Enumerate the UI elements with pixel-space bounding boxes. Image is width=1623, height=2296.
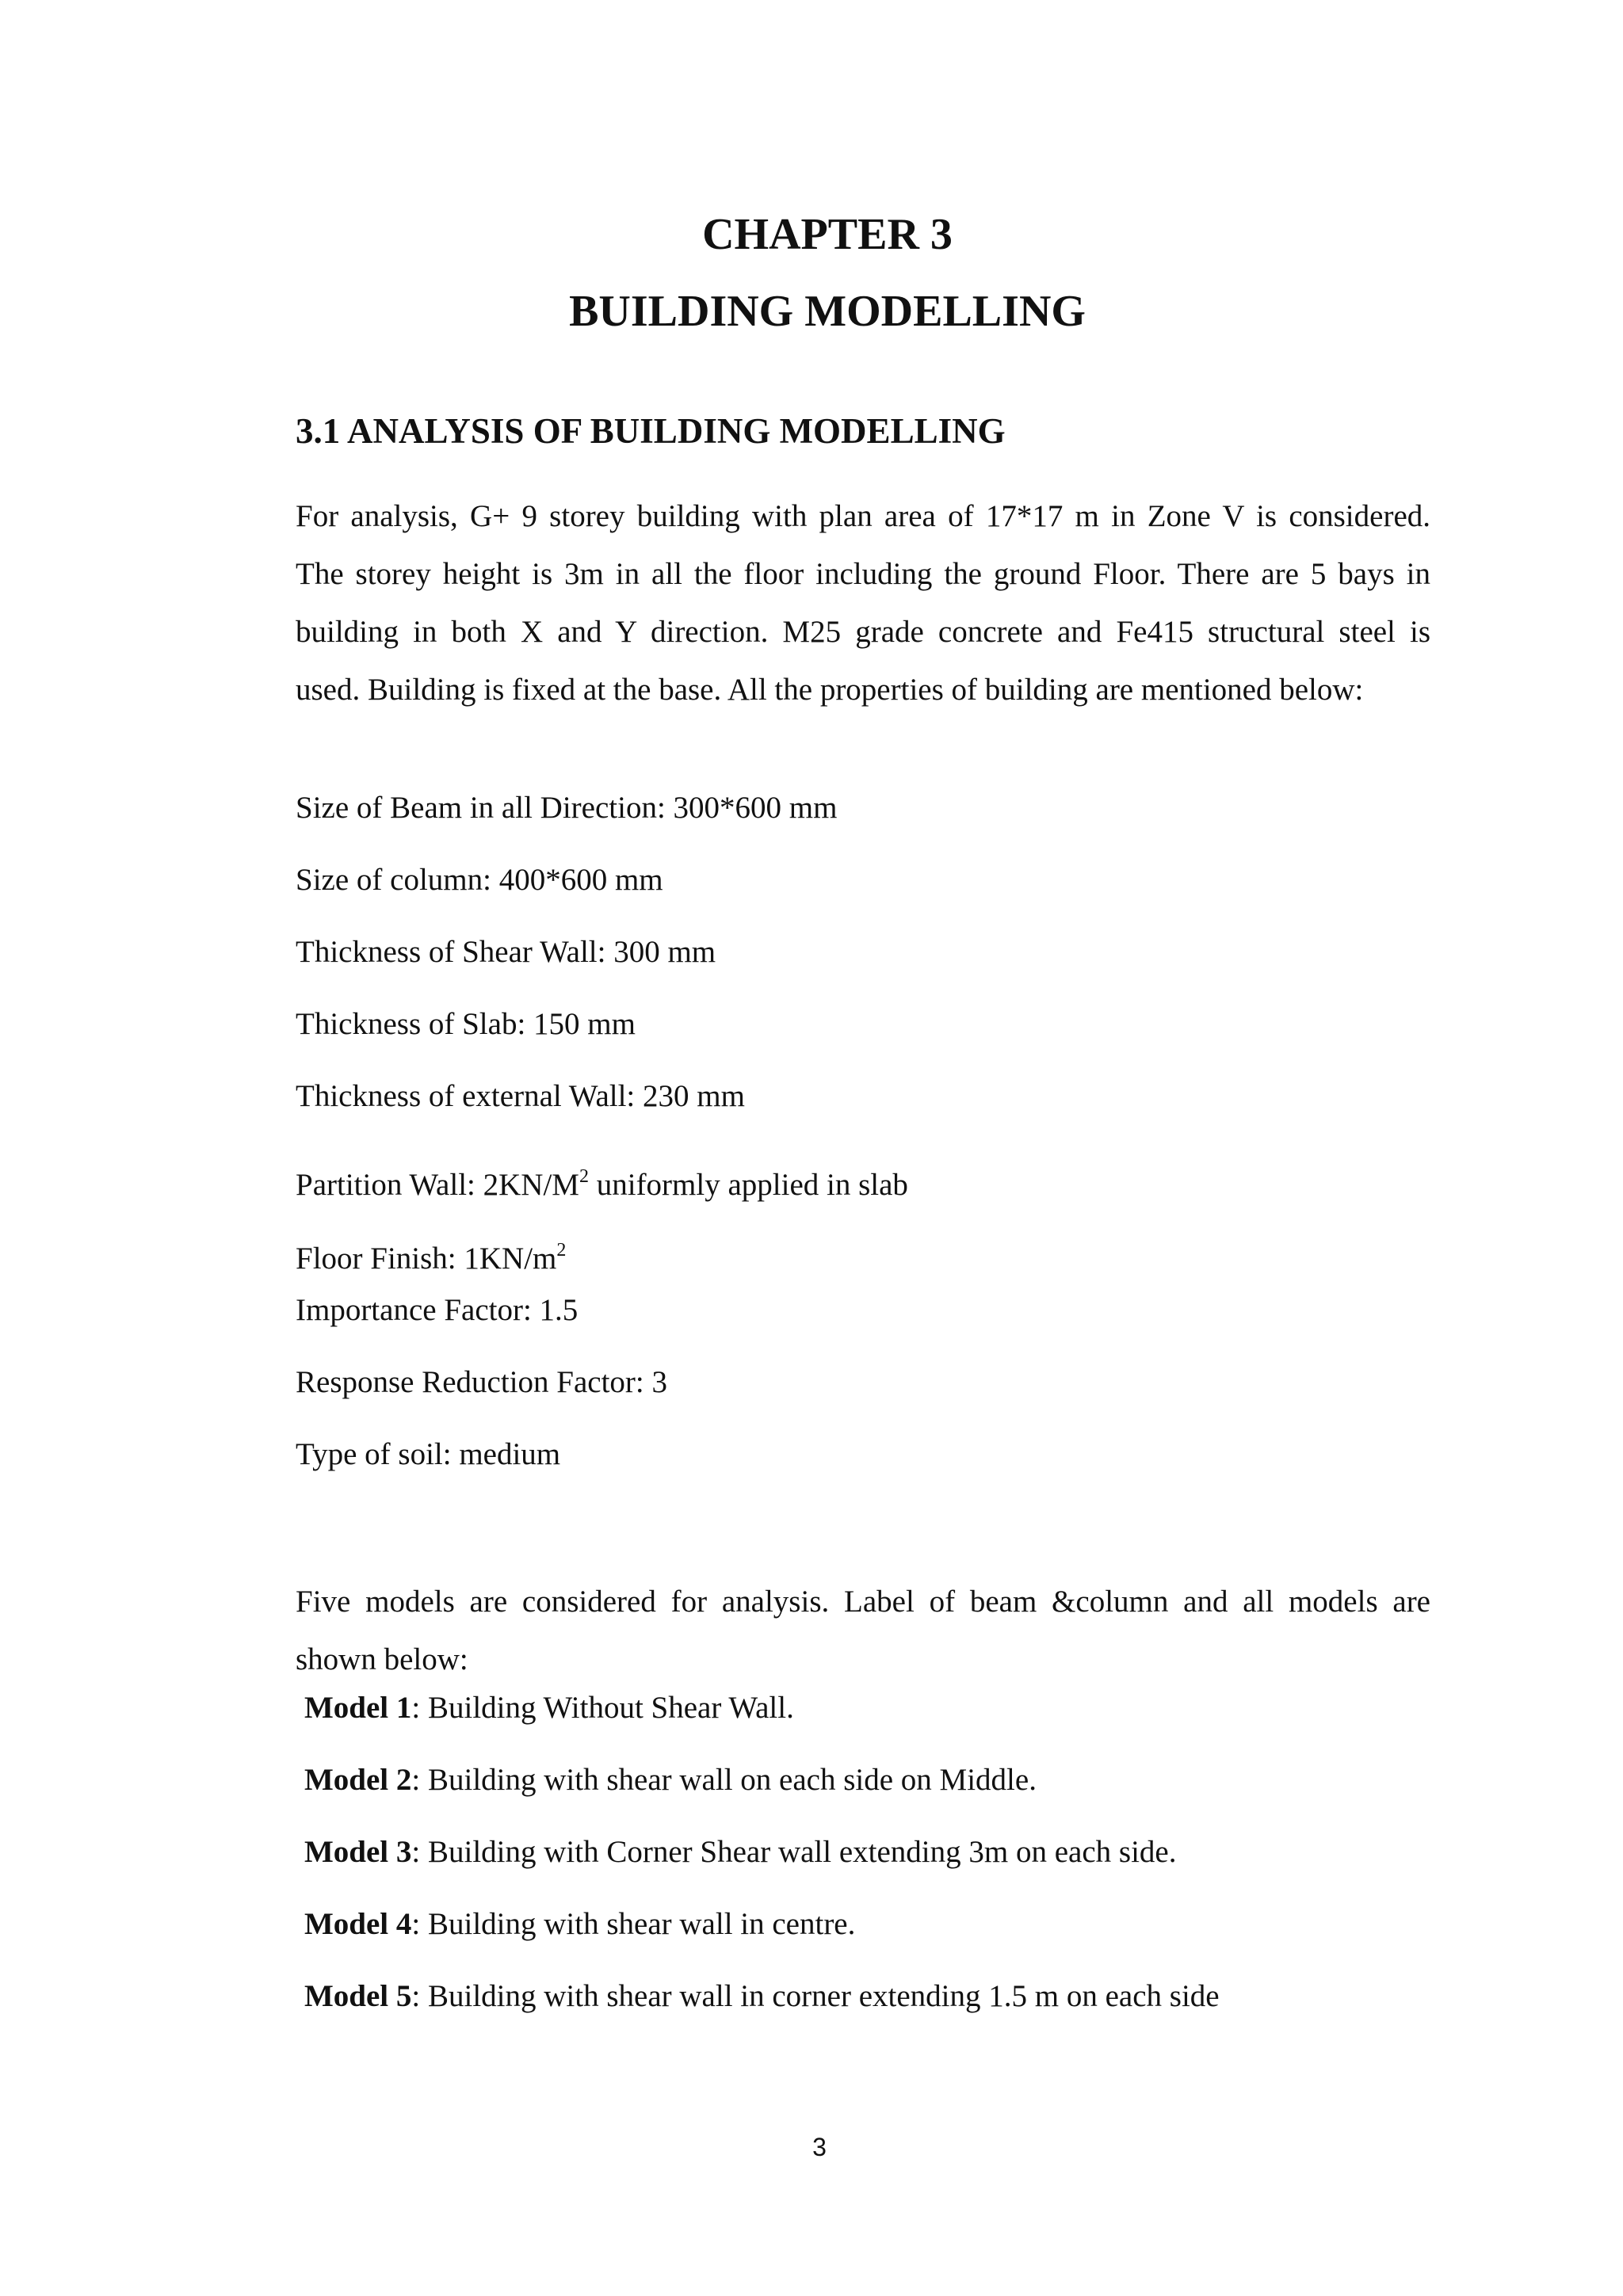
property-external-wall: Thickness of external Wall: 230 mm xyxy=(296,1079,745,1113)
model-description: : Building with shear wall on each side on Middle. xyxy=(411,1763,1037,1797)
model-description: : Building with shear wall in centre. xyxy=(411,1907,856,1941)
partition-wall-prefix: Partition Wall: 2KN/M xyxy=(296,1168,579,1202)
partition-wall-suffix: uniformly applied in slab xyxy=(588,1168,908,1202)
property-importance-factor: Importance Factor: 1.5 xyxy=(296,1293,579,1327)
property-floor-finish xyxy=(296,1241,566,1281)
models-intro-line: shown below: xyxy=(296,1642,468,1676)
model-label: Model 4 xyxy=(304,1907,412,1941)
property-soil-type: Type of soil: medium xyxy=(296,1437,561,1471)
property-beam-size: Size of Beam in all Direction: 300*600 mm xyxy=(296,791,838,825)
section-heading: 3.1 ANALYSIS OF BUILDING MODELLING xyxy=(296,411,1006,451)
property-response-reduction: Response Reduction Factor: 3 xyxy=(296,1365,668,1399)
property-partition-wall xyxy=(296,1167,908,1207)
models-intro-line: Five models are considered for analysis. Label of beam &column and all models are xyxy=(296,1585,1430,1619)
model-label: Model 5 xyxy=(304,1979,412,2013)
intro-paragraph xyxy=(296,487,1430,719)
model-label: Model 1 xyxy=(304,1691,412,1725)
chapter-title: BUILDING MODELLING xyxy=(569,287,1086,336)
model-item xyxy=(304,1834,1176,1871)
property-column-size: Size of column: 400*600 mm xyxy=(296,863,663,897)
intro-line: For analysis, G+ 9 storey building with plan area of 17*17 m in Zone V is considered. xyxy=(296,499,1430,533)
intro-line: The storey height is 3m in all the floor including the ground Floor. There are 5 bays in xyxy=(296,557,1430,591)
model-label: Model 2 xyxy=(304,1763,412,1797)
model-item xyxy=(304,1906,855,1943)
chapter-number: CHAPTER 3 xyxy=(702,210,953,259)
model-description: : Building with Corner Shear wall extending 3m on each side. xyxy=(411,1835,1177,1869)
model-label: Model 3 xyxy=(304,1835,412,1869)
property-shear-wall: Thickness of Shear Wall: 300 mm xyxy=(296,935,716,969)
property-slab: Thickness of Slab: 150 mm xyxy=(296,1007,636,1041)
models-intro-paragraph xyxy=(296,1573,1430,1688)
intro-line: building in both X and Y direction. M25 grade concrete and Fe415 structural steel is xyxy=(296,615,1430,649)
model-item xyxy=(304,1978,1220,2015)
page-number: 3 xyxy=(812,2133,827,2161)
model-item xyxy=(304,1690,794,1726)
floor-finish-superscript: 2 xyxy=(556,1240,567,1261)
model-description: : Building Without Shear Wall. xyxy=(411,1691,794,1725)
intro-line: used. Building is fixed at the base. All the properties of building are mentioned below: xyxy=(296,673,1364,707)
model-description: : Building with shear wall in corner extending 1.5 m on each side xyxy=(411,1979,1220,2013)
partition-wall-superscript: 2 xyxy=(579,1166,589,1187)
model-item xyxy=(304,1762,1037,1798)
floor-finish-prefix: Floor Finish: 1KN/m xyxy=(296,1241,557,1276)
